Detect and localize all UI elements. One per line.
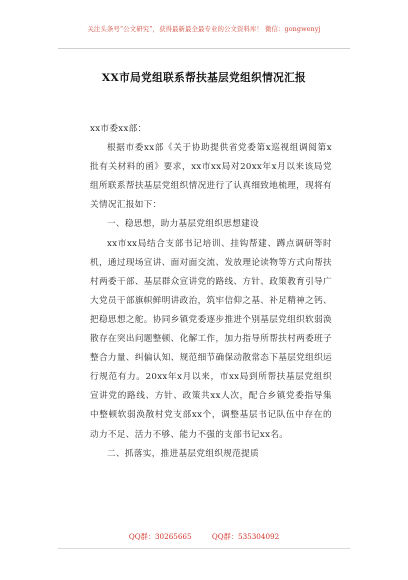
promo-banner: 关注头条号“公文研究”，获得最新最全最专业的公文资料库！ 微信：gongwenyj xyxy=(87,25,321,33)
qq-group-number: QQ群：535304092 xyxy=(211,532,280,541)
body-paragraph: 根据市委xx部《关于协助提供省党委第x巡视组调阅第x批有关材料的函》要求，xx市xx局对20xx年x月以来该局党组所联系帮扶基层党组织情况进行了认真细致地梳理，现将有关情况汇报如下： xyxy=(90,143,332,211)
contact-footer xyxy=(0,532,408,542)
qq-group-number: QQ群：30265665 xyxy=(128,532,192,541)
header-divider xyxy=(58,48,350,49)
document-title: XX市局党组联系帮扶基层党组织情况汇报 xyxy=(101,72,307,84)
footer-divider xyxy=(58,548,350,549)
section-heading: 一、稳思想，助力基层党组织思想建设 xyxy=(107,219,260,230)
salutation: xx市委xx部： xyxy=(90,124,147,134)
document-body xyxy=(90,120,332,464)
section-heading: 二、抓落实，推进基层党组织规范提质 xyxy=(107,448,260,459)
body-paragraph: xx市xx局结合支部书记培训、挂钩帮建、蹲点调研等时机，通过现场宣讲、面对面交流、发放理论读物等方式向帮扶村两委干部、基层群众宣讲党的路线、方针、政策教育引导广大党员干部旗帜鲜明讲政治，筑牢信仰之基、补足精神之钙、把稳思想之舵。协同乡镇党委逐步推进个别基层党组织软弱涣散存在突出问题整顿、化解工作，加力指导所帮扶村两委班子整合力量、纠偏认知、规范细节确保动散常态下基层党组织运行规范有力。20xx年x月以来，市xx局到所帮扶基层党组织宣讲党的路线、方针、政策共xx人次，配合乡镇党委指导集中整顿软弱涣散村党支部xx个，调整基层书记队伍中存在的动力不足、活力不够、能力不强的支部书记xx名。 xyxy=(90,238,332,440)
